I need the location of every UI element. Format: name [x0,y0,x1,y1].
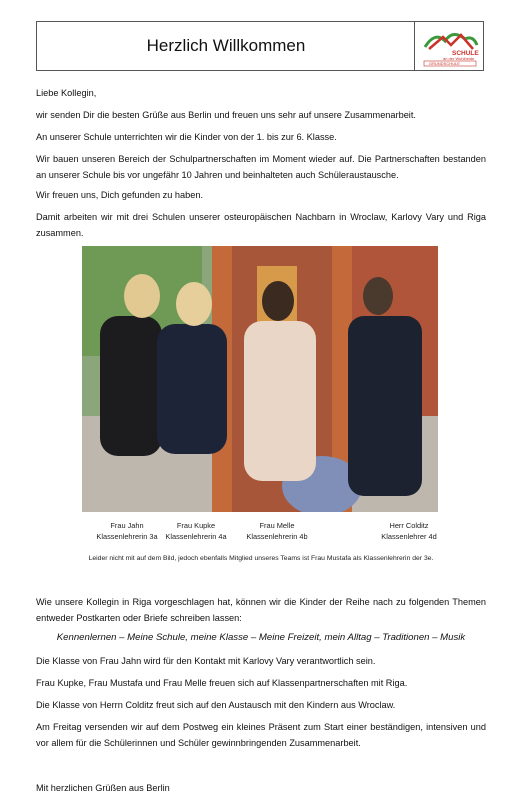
caption-melle [240,521,314,542]
photo-note: Leider nicht mit auf dem Bild, jedoch ebenfalls Mitglied unseres Teams ist Frau Mustafa als Klassenlehrerin der 3e. [88,555,434,562]
salutation: Liebe Kollegin, [36,88,97,98]
header-divider [414,22,415,70]
caption-jahn [92,521,162,542]
caption-name: Frau Jahn [110,521,144,530]
caption-name: Frau Melle [259,521,295,530]
paragraph-3: Wir bauen unseren Bereich der Schulpartnerschaften im Moment wieder auf. Die Partnerschaften bestanden an unserer Schule bis vor ungefähr 10 Jahren und beinhalteten auch Schüleraustausche. [36,154,486,180]
header-box [36,21,484,71]
caption-colditz [372,521,446,542]
caption-role: Klassenlehrerin 4b [246,531,308,541]
paragraph-7: Die Klasse von Frau Jahn wird für den Kontakt mit Karlovy Vary verantwortlich sein. [36,656,376,666]
caption-kupke [160,521,232,542]
school-logo [421,25,479,67]
caption-role: Klassenlehrerin 4a [165,531,227,541]
paragraph-4: Wir freuen uns, Dich gefunden zu haben. [36,190,204,200]
paragraph-2: An unserer Schule unterrichten wir die Kinder von der 1. bis zur 6. Klasse. [36,132,337,142]
paragraph-1: wir senden Dir die besten Grüße aus Berlin und freuen uns sehr auf unsere Zusammenarbeit. [36,110,416,120]
page-title: Herzlich Willkommen [146,36,306,55]
caption-name: Herr Colditz [389,521,429,530]
topics-list: Kennenlernen – Meine Schule, meine Klasse – Meine Freizeit, mein Alltag – Traditionen – Musik [56,632,466,643]
closing: Mit herzlichen Grüßen aus Berlin [36,783,170,793]
caption-name: Frau Kupke [176,521,216,530]
paragraph-8: Frau Kupke, Frau Mustafa und Frau Melle freuen sich auf Klassenpartnerschaften mit Riga. [36,678,408,688]
logo-text-1: SCHULE [452,50,479,57]
paragraph-5: Damit arbeiten wir mit drei Schulen unserer osteuropäischen Nachbarn in Wroclaw, Karlovy Vary und Riga zusammen. [36,212,486,238]
paragraph-9: Die Klasse von Herrn Colditz freut sich auf den Austausch mit den Kindern aus Wroclaw. [36,700,396,710]
paragraph-10: Am Freitag versenden wir auf dem Postweg ein kleines Präsent zum Start einer beständigen, intensiven und vor allem für die Schülerinnen und Schüler gewinnbringenden Zusammenarbeit. [36,722,486,748]
paragraph-6: Wie unsere Kollegin in Riga vorgeschlagen hat, können wir die Kinder der Reihe nach zu folgenden Themen entweder Postkarten oder Briefe schreiben lassen: [36,597,486,623]
caption-role: Klassenlehrer 4d [381,531,437,541]
team-photo [82,246,438,512]
caption-role: Klassenlehrerin 3a [96,531,158,541]
logo-text-3: GRUNDSCHULE [429,61,460,66]
logo-text-2: an der Wuhlheide [443,56,475,61]
